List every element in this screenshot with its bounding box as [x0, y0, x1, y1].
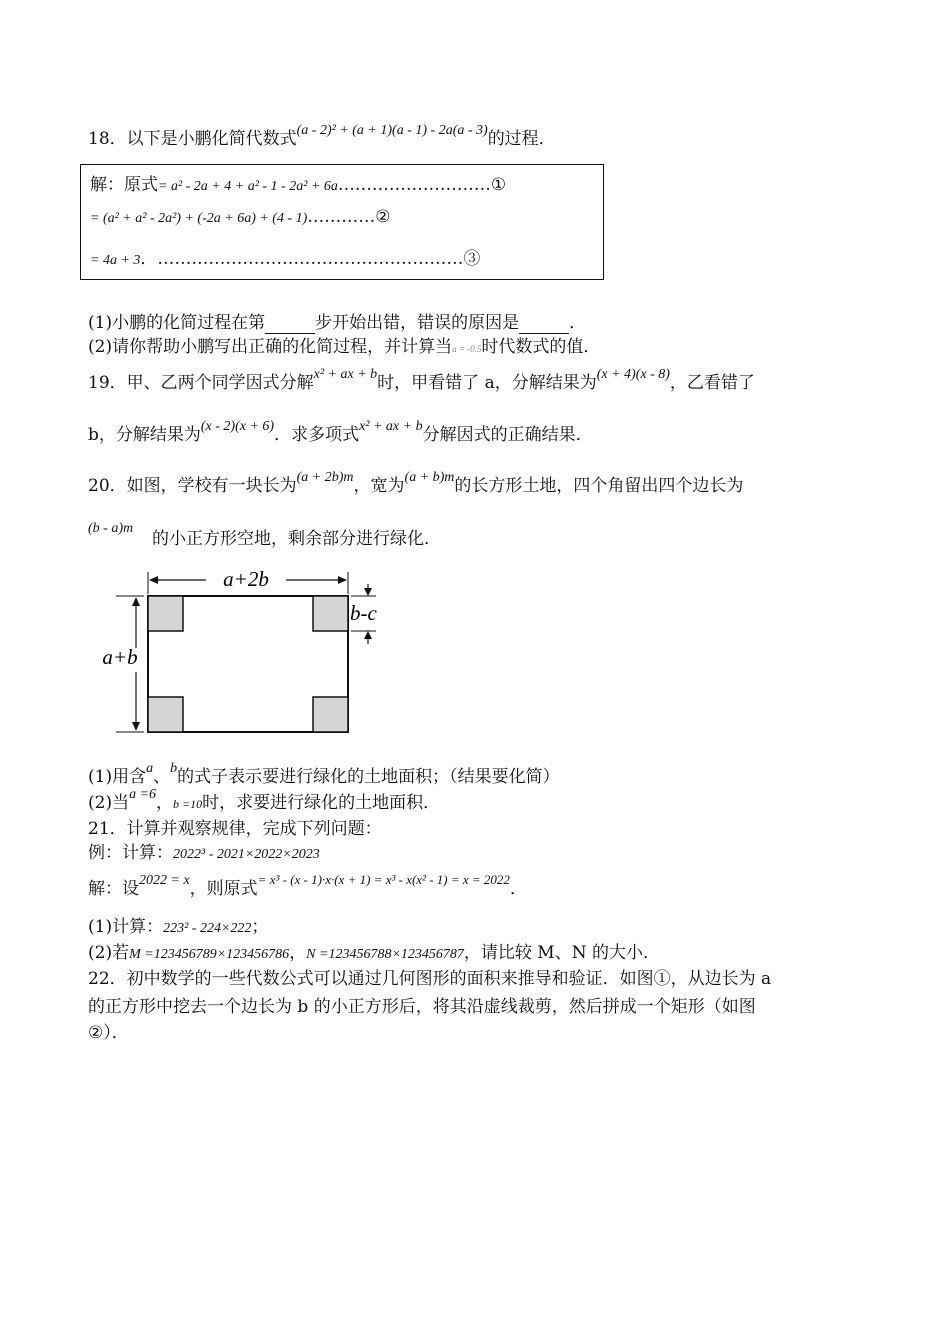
math-expression: (a - 2)² + (a + 1)(a - 1) - 2a(a - 3): [296, 123, 488, 138]
math-expression: a =6: [129, 787, 157, 802]
part-text: (1)用含: [88, 767, 147, 787]
part-text: (1)计算：: [88, 917, 164, 937]
q22-line-3: [88, 1022, 129, 1044]
part-text: ，: [289, 943, 307, 963]
question-text: ．求多项式: [274, 425, 360, 445]
part-text: (1)小鹏的化简过程在第: [88, 313, 266, 333]
solution-text: ．: [509, 879, 527, 899]
part-text: ，请比较 M、N 的大小．: [463, 943, 660, 963]
math-var: a: [146, 761, 154, 776]
part-text: (2)若: [88, 943, 130, 963]
answer-blank[interactable]: [519, 317, 569, 334]
q22-line-1: [88, 968, 771, 990]
q21-part1: [88, 916, 268, 940]
math-expression: M =123456789×123456786: [129, 947, 290, 962]
dot-leader: ………………………: [337, 175, 491, 195]
q20-side-expr: [88, 516, 133, 540]
question-number: 21．: [88, 819, 127, 839]
question-text: 的小正方形空地，剩余部分进行绿化．: [152, 529, 441, 549]
arrow-left-icon: [149, 576, 158, 584]
math-expression: a = -0.5: [452, 344, 482, 354]
math-expression: = (a² + a² - 2a²) + (-2a + 6a) + (4 - 1): [90, 211, 308, 226]
part-text: ；: [251, 917, 269, 937]
math-expression: (a + 2b)m: [296, 470, 354, 485]
solution-text: ，则原式: [189, 879, 258, 899]
math-expression: 2022³ - 2021×2022×2023: [173, 847, 320, 862]
fig-label-length: a+2b: [223, 567, 269, 591]
step-mark: ③: [463, 249, 481, 269]
arrow-right-icon: [338, 576, 347, 584]
question-text: 初中数学的一些代数公式可以通过几何图形的面积来推导和验证．如图①，从边长为 a: [126, 969, 772, 989]
question-text: 的长方形土地，四个角留出四个边长为: [454, 476, 744, 496]
corner-square: [313, 697, 348, 732]
part-text: ，: [156, 793, 174, 813]
part-text: 步开始出错，错误的原因是: [315, 313, 520, 333]
q20-part1: [88, 761, 560, 790]
dot-leader: ．………………………………………………: [140, 249, 464, 269]
question-text: ②）．: [88, 1023, 129, 1043]
part-text: 的式子表示要进行绿化的土地面积；（结果要化简）: [177, 767, 560, 787]
part-text: 、: [153, 767, 171, 787]
question-number: 22．: [88, 969, 127, 989]
question-number: 20．: [88, 476, 127, 496]
math-expression: = x³ - (x - 1)·x·(x + 1) = x³ - x(x² - 1) = x = 2022: [257, 872, 510, 887]
math-expression: N =123456788×123456787: [306, 947, 464, 962]
question-number: 19．: [88, 373, 127, 393]
q18-line: [88, 123, 556, 152]
q20-line-2: [152, 528, 441, 550]
solution-text: 解：设: [88, 879, 139, 899]
question-number: 18．: [88, 129, 127, 149]
q21-part2: [88, 942, 660, 966]
q22-line-2: [88, 996, 756, 1018]
math-expression: (x - 2)(x + 6): [200, 419, 275, 434]
arrow-up-icon: [132, 597, 140, 606]
solution-label: 解：原式: [90, 175, 158, 195]
part-text: (2)当: [88, 793, 130, 813]
arrow-down-icon: [132, 722, 140, 731]
land-figure: [96, 566, 396, 746]
step-mark: ①: [490, 175, 507, 195]
question-text: 时，甲看错了 a，分解结果为: [377, 373, 597, 393]
question-text: 的正方形中挖去一个边长为 b 的小正方形后，将其沿虚线裁剪，然后拼成一个矩形（如图: [88, 997, 756, 1017]
question-text: 分解因式的正确结果．: [422, 425, 593, 445]
solution-step-1: [90, 174, 506, 198]
q20-line-1: [88, 470, 744, 499]
fig-label-width: a+b: [102, 645, 138, 669]
math-expression: 2022 = x: [139, 873, 190, 888]
solution-step-3: [90, 248, 480, 272]
corner-square: [148, 596, 183, 631]
question-text: 以下是小鹏化简代数式: [126, 129, 297, 149]
q18-part1: [88, 312, 586, 334]
math-expression: (b - a)m: [88, 521, 134, 536]
math-expression: 223² - 224×222: [163, 921, 252, 936]
question-text: ，乙看错了: [669, 373, 755, 393]
math-var: b: [170, 761, 178, 776]
q18-part2: [88, 336, 600, 360]
question-text: b，分解结果为: [88, 425, 201, 445]
part-text: 时代数式的值．: [481, 337, 601, 357]
question-text: 计算并观察规律，完成下列问题：: [126, 819, 382, 839]
question-text: 的过程．: [487, 129, 556, 149]
solution-step-2: [90, 206, 391, 230]
question-text: 甲、乙两个同学因式分解: [126, 373, 314, 393]
math-expression: = a² - 2a + 4 + a² - 1 - 2a² + 6a: [158, 179, 338, 194]
q21-line-1: [88, 818, 382, 840]
corner-square: [148, 697, 183, 732]
answer-blank[interactable]: [265, 317, 315, 334]
example-label: 例：计算：: [88, 843, 173, 863]
math-expression: = 4a + 3: [90, 253, 141, 268]
math-expression: (a + b)m: [404, 470, 455, 485]
question-text: ，宽为: [353, 476, 405, 496]
part-text: 时，求要进行绿化的土地面积．: [202, 793, 441, 813]
math-expression: x² + ax + b: [313, 367, 378, 382]
step-mark: ②: [375, 207, 391, 227]
arrow-down-icon: [364, 588, 372, 596]
arrow-up-icon: [364, 631, 372, 639]
q20-part2: [88, 787, 441, 816]
dot-leader: …………: [307, 207, 376, 227]
q21-solution: [88, 872, 527, 902]
q21-example: [88, 842, 320, 866]
q19-line-2: [88, 419, 593, 448]
math-expression: b =10: [173, 797, 203, 811]
part-text: ．: [569, 313, 587, 333]
part-text: (2)请你帮助小鹏写出正确的化简过程，并计算当: [88, 337, 453, 357]
math-expression: x² + ax + b: [359, 419, 423, 434]
fig-label-corner: b-c: [350, 601, 377, 625]
corner-square: [313, 596, 348, 631]
q19-line-1: [88, 367, 755, 396]
math-expression: (x + 4)(x - 8): [596, 367, 670, 382]
question-text: 如图，学校有一块长为: [126, 476, 297, 496]
